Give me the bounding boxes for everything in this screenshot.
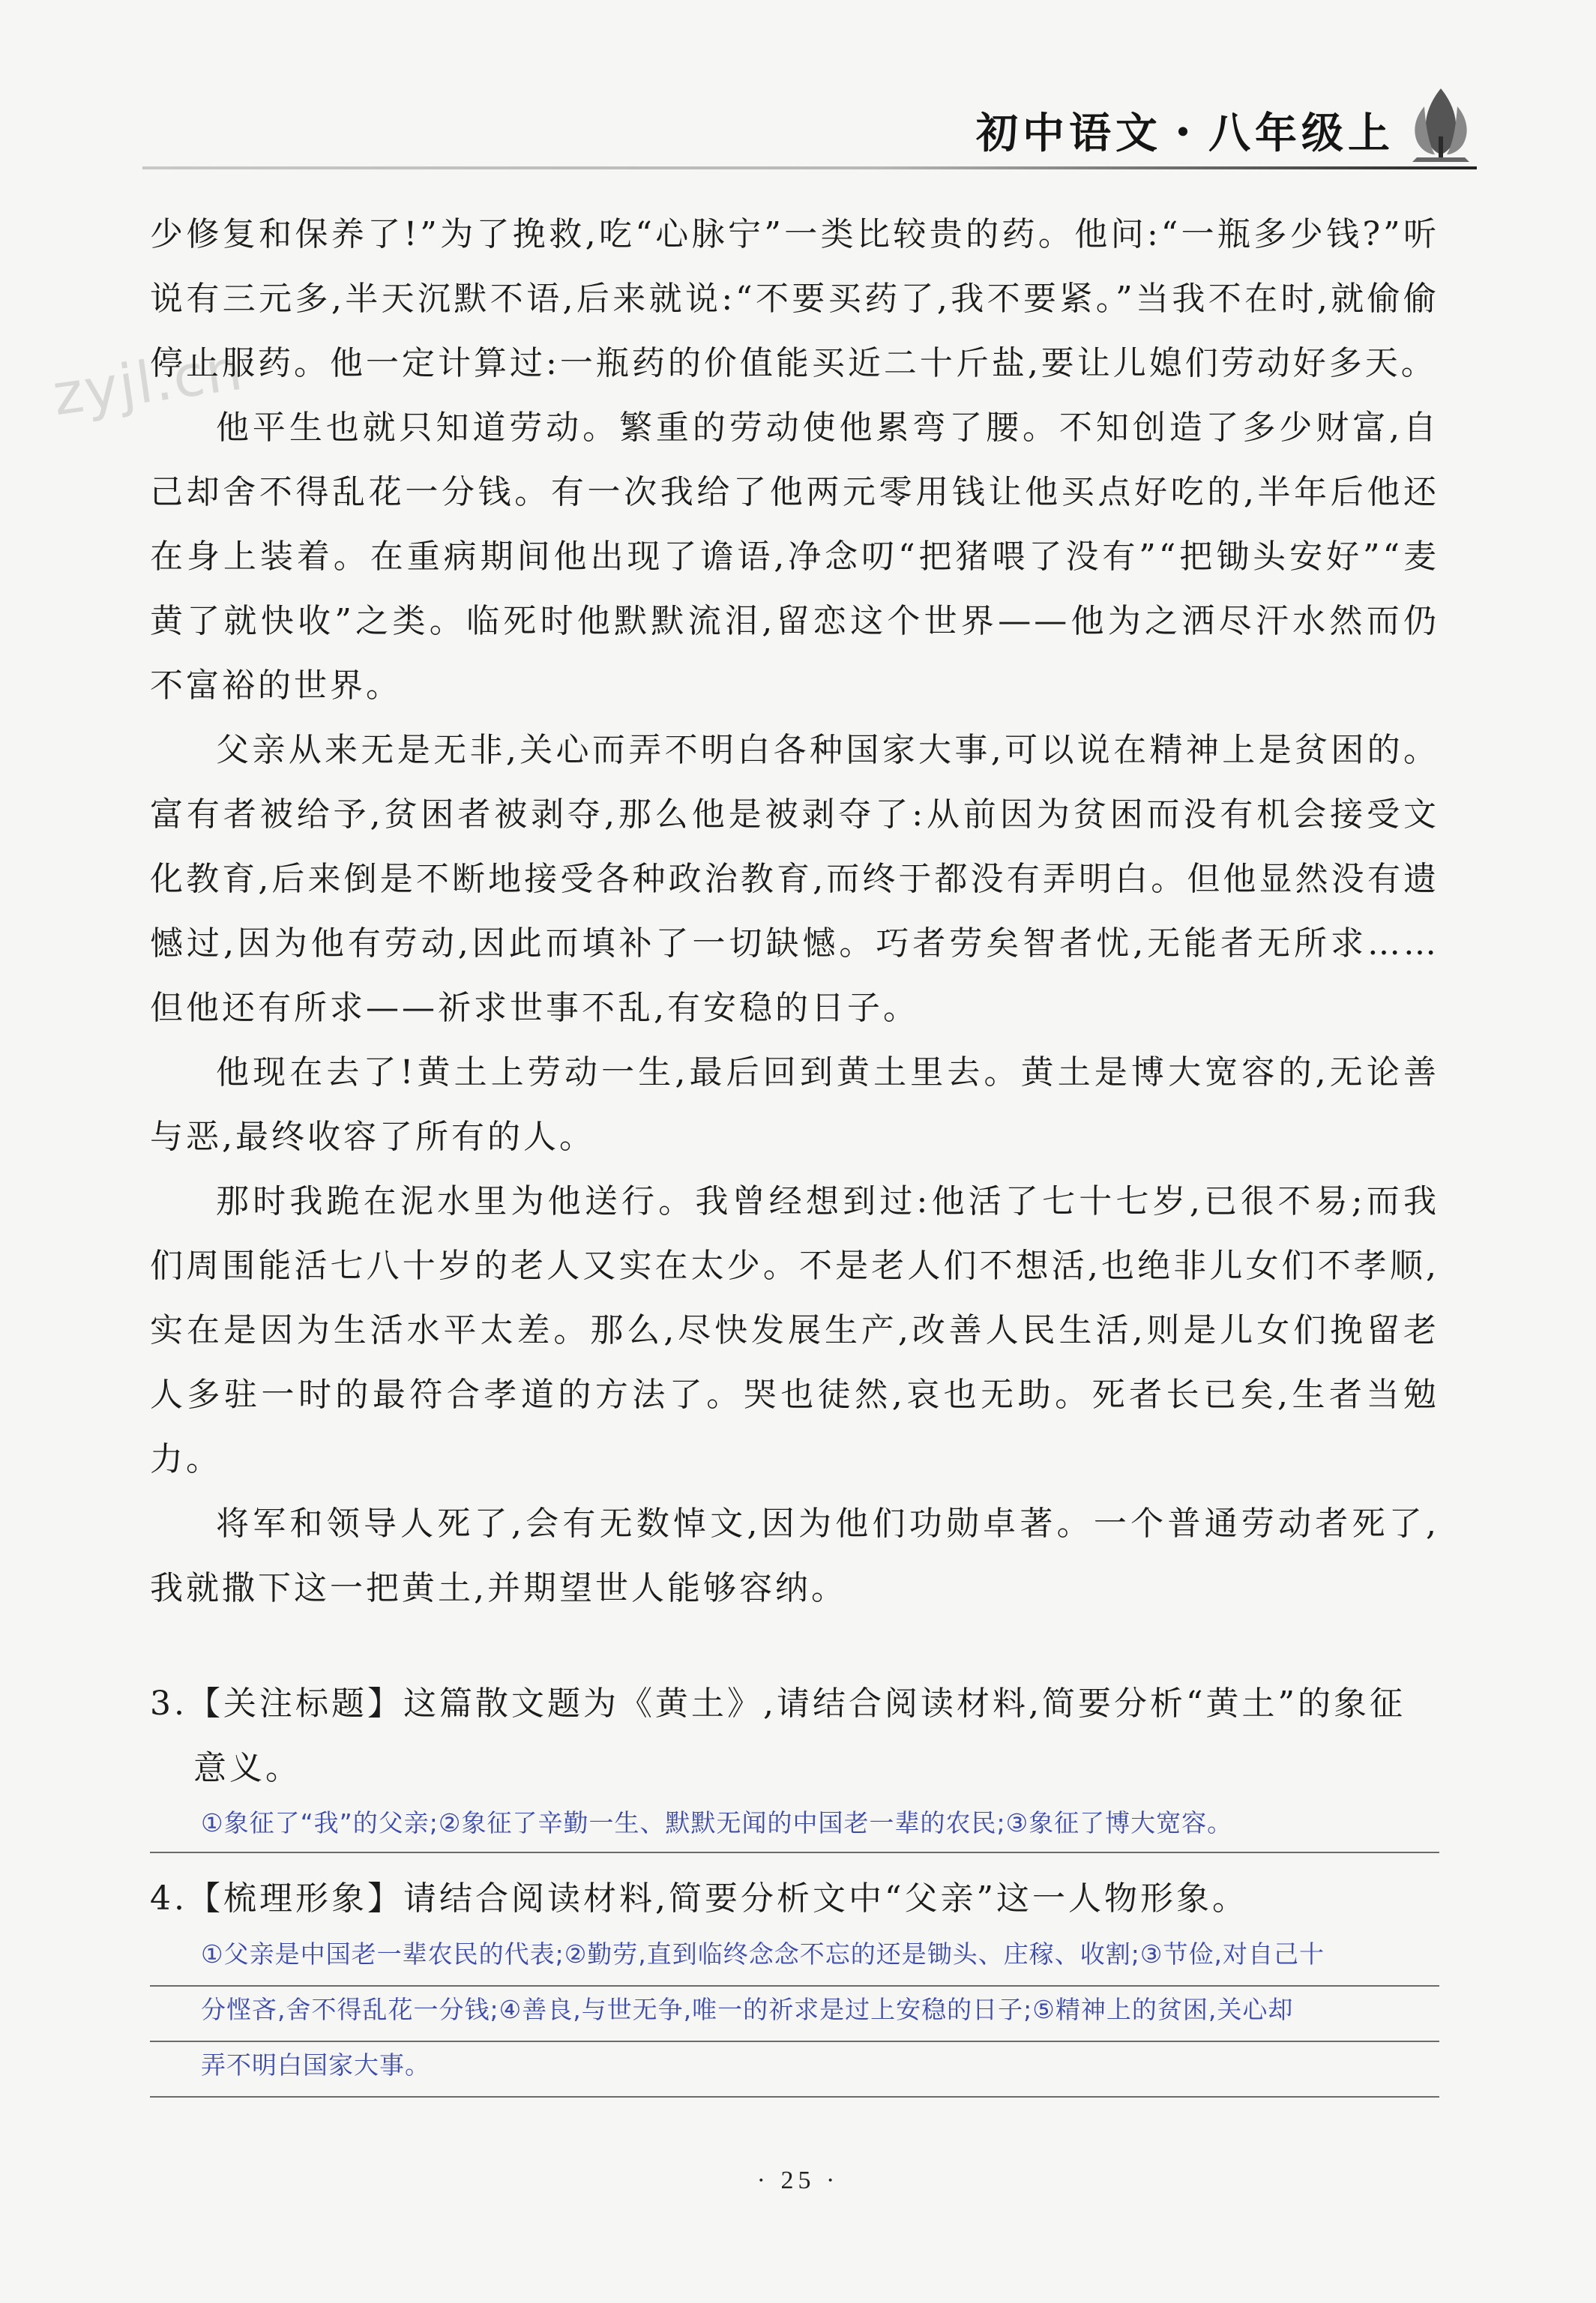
answer-4 [150,1931,1439,2098]
question-section [150,1672,1439,2098]
question-number: 4. [150,1879,187,1918]
question-number: 3. [150,1685,187,1723]
passage-paragraph: 将军和领导人死了,会有无数悼文,因为他们功勋卓著。一个普通劳动者死了,我就撒下这一把黄土,并期望世人能够容纳。 [150,1505,1439,1607]
answer-line: ①父亲是中国老一辈农民的代表;②勤劳,直到临终念念不忘的还是锄头、庄稼、收割;③节俭,对自己十 [150,1931,1439,1987]
question-tag: 【关注标题】 [187,1685,403,1723]
answer-line: 分悭吝,舍不得乱花一分钱;④善良,与世无争,唯一的祈求是过上安稳的日子;⑤精神上的贫困,关心却 [150,1987,1439,2042]
question-text-continued: 意义。 [193,1749,301,1787]
passage-paragraph: 那时我跪在泥水里为他送行。我曾经想到过:他活了七十七岁,已很不易;而我们周围能活七八十岁的老人又实在太少。不是老人们不想活,也绝非儿女们不孝顺,实在是因为生活水平太差。那么,尽快发展生产,改善人民生活,则是儿女们挽留老人多驻一时的最符合孝道的方法了。哭也徒然,哀也无助。死者长已矣,生者当勉力。 [150,1182,1439,1478]
passage-paragraph: 父亲从来无是无非,关心而弄不明白各种国家大事,可以说在精神上是贫困的。富有者被给予,贫困者被剥夺,那么他是被剥夺了:从前因为贫困而没有机会接受文化教育,后来倒是不断地接受各种政治教育,而终于都没有弄明白。但他显然没有遗憾过,因为他有劳动,因此而填补了一切缺憾。巧者劳矣智者忧,无能者无所求……但他还有所求——祈求世事不乱,有安稳的日子。 [150,731,1439,1027]
page-header [142,97,1477,169]
passage-paragraph: 他平生也就只知道劳动。繁重的劳动使他累弯了腰。不知创造了多少财富,自己却舍不得乱花一分钱。有一次我给了他两元零用钱让他买点好吃的,半年后他还在身上装着。在重病期间他出现了谵语,净念叨“把猪喂了没有”“把锄头安好”“麦黄了就快收”之类。临死时他默默流泪,留恋这个世界——他为之洒尽汗水然而仍不富裕的世界。 [150,409,1439,705]
answer-line: ①象征了“我”的父亲;②象征了辛勤一生、默默无闻的中国老一辈的农民;③象征了博大宽容。 [150,1801,1439,1853]
answer-3 [150,1801,1439,1853]
question-text: 这篇散文题为《黄土》,请结合阅读材料,简要分析“黄土”的象征 [403,1685,1406,1723]
header-rule [142,166,1477,169]
reading-passage [150,202,1439,1621]
passage-paragraph: 少修复和保养了!”为了挽救,吃“心脉宁”一类比较贵的药。他问:“一瓶多少钱?”听说有三元多,半天沉默不语,后来就说:“不要买药了,我不要紧。”当我不在时,就偷偷停止服药。他一定计算过:一瓶药的价值能买近二十斤盐,要让儿媳们劳动好多天。 [150,215,1439,382]
page-number: · 25 · [756,2167,840,2194]
passage-paragraph: 他现在去了!黄土上劳动一生,最后回到黄土里去。黄土是博大宽容的,无论善与恶,最终收容了所有的人。 [150,1053,1439,1156]
tree-logo-icon [1405,84,1477,166]
question-4 [150,1867,1439,1931]
question-3 [150,1672,1439,1801]
answer-line: 弄不明白国家大事。 [150,2042,1439,2098]
question-text: 请结合阅读材料,简要分析文中“父亲”这一人物形象。 [403,1879,1248,1918]
watermark: zyjl.cn [49,335,248,429]
question-tag: 【梳理形象】 [187,1879,403,1918]
header-title: 初中语文・八年级上 [976,109,1394,158]
